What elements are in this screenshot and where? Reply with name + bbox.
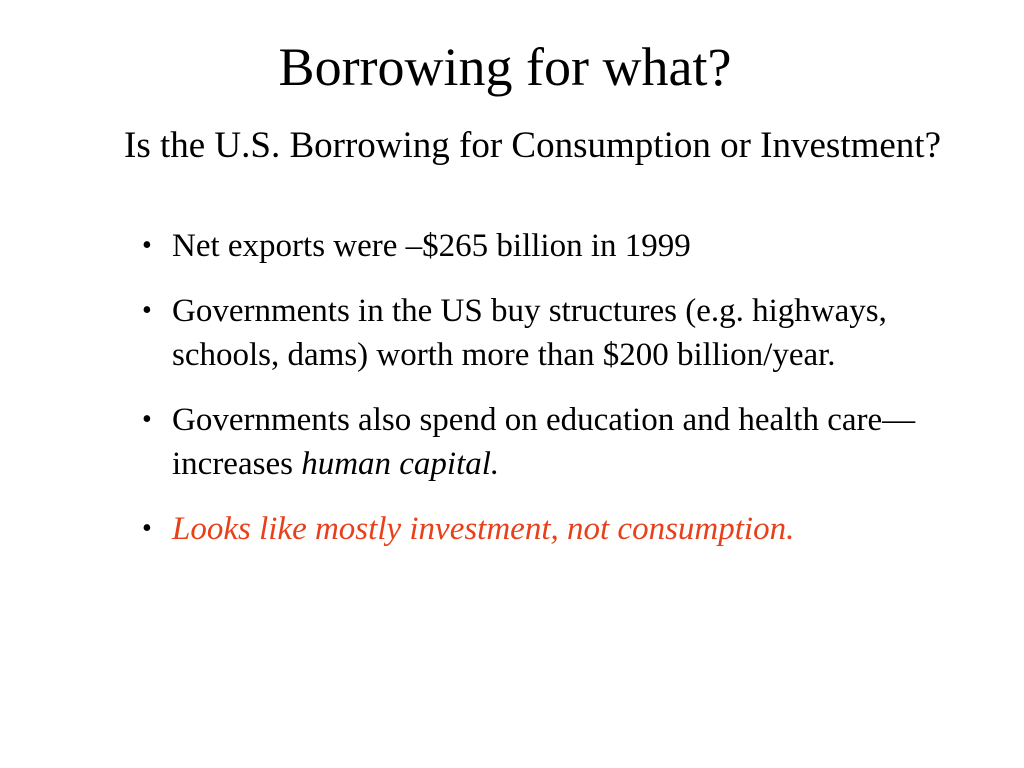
bullet-dot-icon: • xyxy=(142,295,152,326)
slide-subtitle: Is the U.S. Borrowing for Consumption or Investment? xyxy=(124,125,941,166)
bullet-item xyxy=(0,224,932,268)
bullet-item xyxy=(0,398,932,486)
bullet-text-highlight: Looks like mostly investment, not consumption. xyxy=(172,511,795,547)
bullet-text-emphasis: human capital. xyxy=(301,446,500,482)
bullet-item xyxy=(0,507,932,551)
bullet-text: Net exports were –$265 billion in 1999 xyxy=(172,228,691,264)
bullet-text: Governments in the US buy structures (e.g. highways, schools, dams) worth more than $200 billion/year. xyxy=(172,293,887,373)
bullet-dot-icon: • xyxy=(142,404,152,435)
bullet-list xyxy=(0,224,1024,551)
bullet-dot-icon: • xyxy=(142,230,152,261)
bullet-item xyxy=(0,289,932,377)
slide-title: Borrowing for what? xyxy=(278,37,732,97)
bullet-text: Governments also spend on education and health care—increases xyxy=(172,402,916,482)
bullet-dot-icon: • xyxy=(142,513,152,544)
